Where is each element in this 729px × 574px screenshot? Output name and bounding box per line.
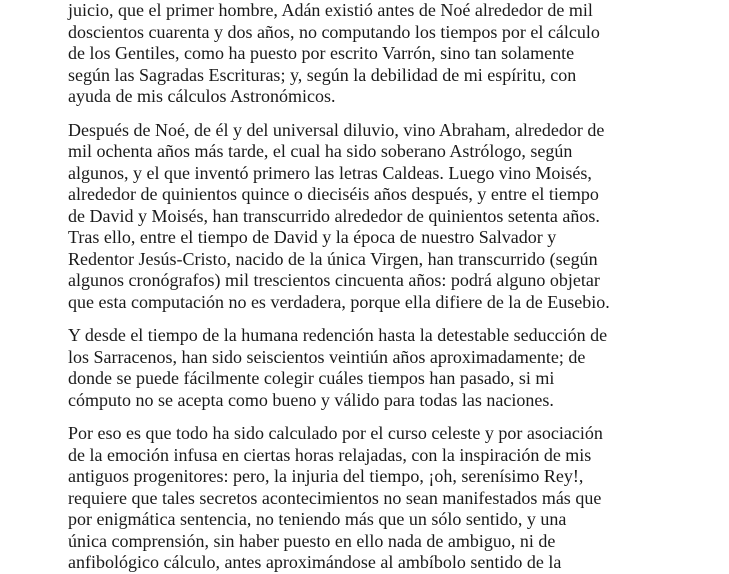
paragraph xyxy=(68,120,729,314)
text-line: ayuda de mis cálculos Astronómicos. xyxy=(68,86,336,106)
text-line-clipped: anfibológico cálculo, antes aproximándose al ambíbolo sentido de la xyxy=(68,552,562,572)
text-line: antiguos progenitores: pero, la injuria del tiempo, ¡oh, serenísimo Rey!, xyxy=(68,466,584,486)
text-line: que esta computación no es verdadera, porque ella difiere de la de Eusebio. xyxy=(68,291,610,312)
text-line: requiere que tales secretos acontecimientos no sean manifestados más que xyxy=(68,487,602,508)
text-line: de David y Moisés, han transcurrido alrededor de quinientos setenta años. xyxy=(68,205,600,226)
text-line: de los Gentiles, como ha puesto por escrito Varrón, sino tan solamente xyxy=(68,43,575,63)
text-line: cómputo no se acepta como bueno y válido para todas las naciones. xyxy=(68,389,554,410)
paragraph xyxy=(68,0,729,108)
text-line: algunos, y el que inventó primero las letras Caldeas. Luego vino Moisés, xyxy=(68,162,592,183)
paragraph xyxy=(68,423,729,574)
text-line: según las Sagradas Escrituras; y, según la debilidad de mi espíritu, con xyxy=(68,64,577,85)
text-line: mil ochenta años más tarde, el cual ha sido soberano Astrólogo, según xyxy=(68,141,573,161)
text-line: Y desde el tiempo de la humana redención hasta la detestable seducción de xyxy=(68,325,608,345)
text-line: donde se puede fácilmente colegir cuáles tiempos han pasado, si mi xyxy=(68,368,555,388)
text-line: por enigmática sentencia, no teniendo más que un sólo sentido, y una xyxy=(68,509,567,529)
text-line: Después de Noé, de él y del universal diluvio, vino Abraham, alrededor de xyxy=(68,119,605,140)
text-line: juicio, que el primer hombre, Adán existió antes de Noé alrededor de mil xyxy=(68,0,593,20)
text-line: algunos cronógrafos) mil trescientos cincuenta años: podrá alguno objetar xyxy=(68,270,600,290)
text-line: los Sarracenos, han sido seiscientos veintiún años aproximadamente; de xyxy=(68,346,586,367)
text-line: Por eso es que todo ha sido calculado por el curso celeste y por asociación xyxy=(68,423,603,443)
text-line: Redentor Jesús-Cristo, nacido de la única Virgen, han transcurrido (según xyxy=(68,248,598,269)
text-line: única comprensión, sin haber puesto en ello nada de ambiguo, ni de xyxy=(68,530,556,551)
text-line: Tras ello, entre el tiempo de David y la época de nuestro Salvador y xyxy=(68,227,557,247)
text-line: alrededor de quinientos quince o dieciséis años después, y entre el tiempo xyxy=(68,184,599,204)
paragraph xyxy=(68,325,729,411)
text-line: de la emoción infusa en ciertas horas relajadas, con la inspiración de mis xyxy=(68,444,592,465)
text-line: doscientos cuarenta y dos años, no computando los tiempos por el cálculo xyxy=(68,21,600,42)
